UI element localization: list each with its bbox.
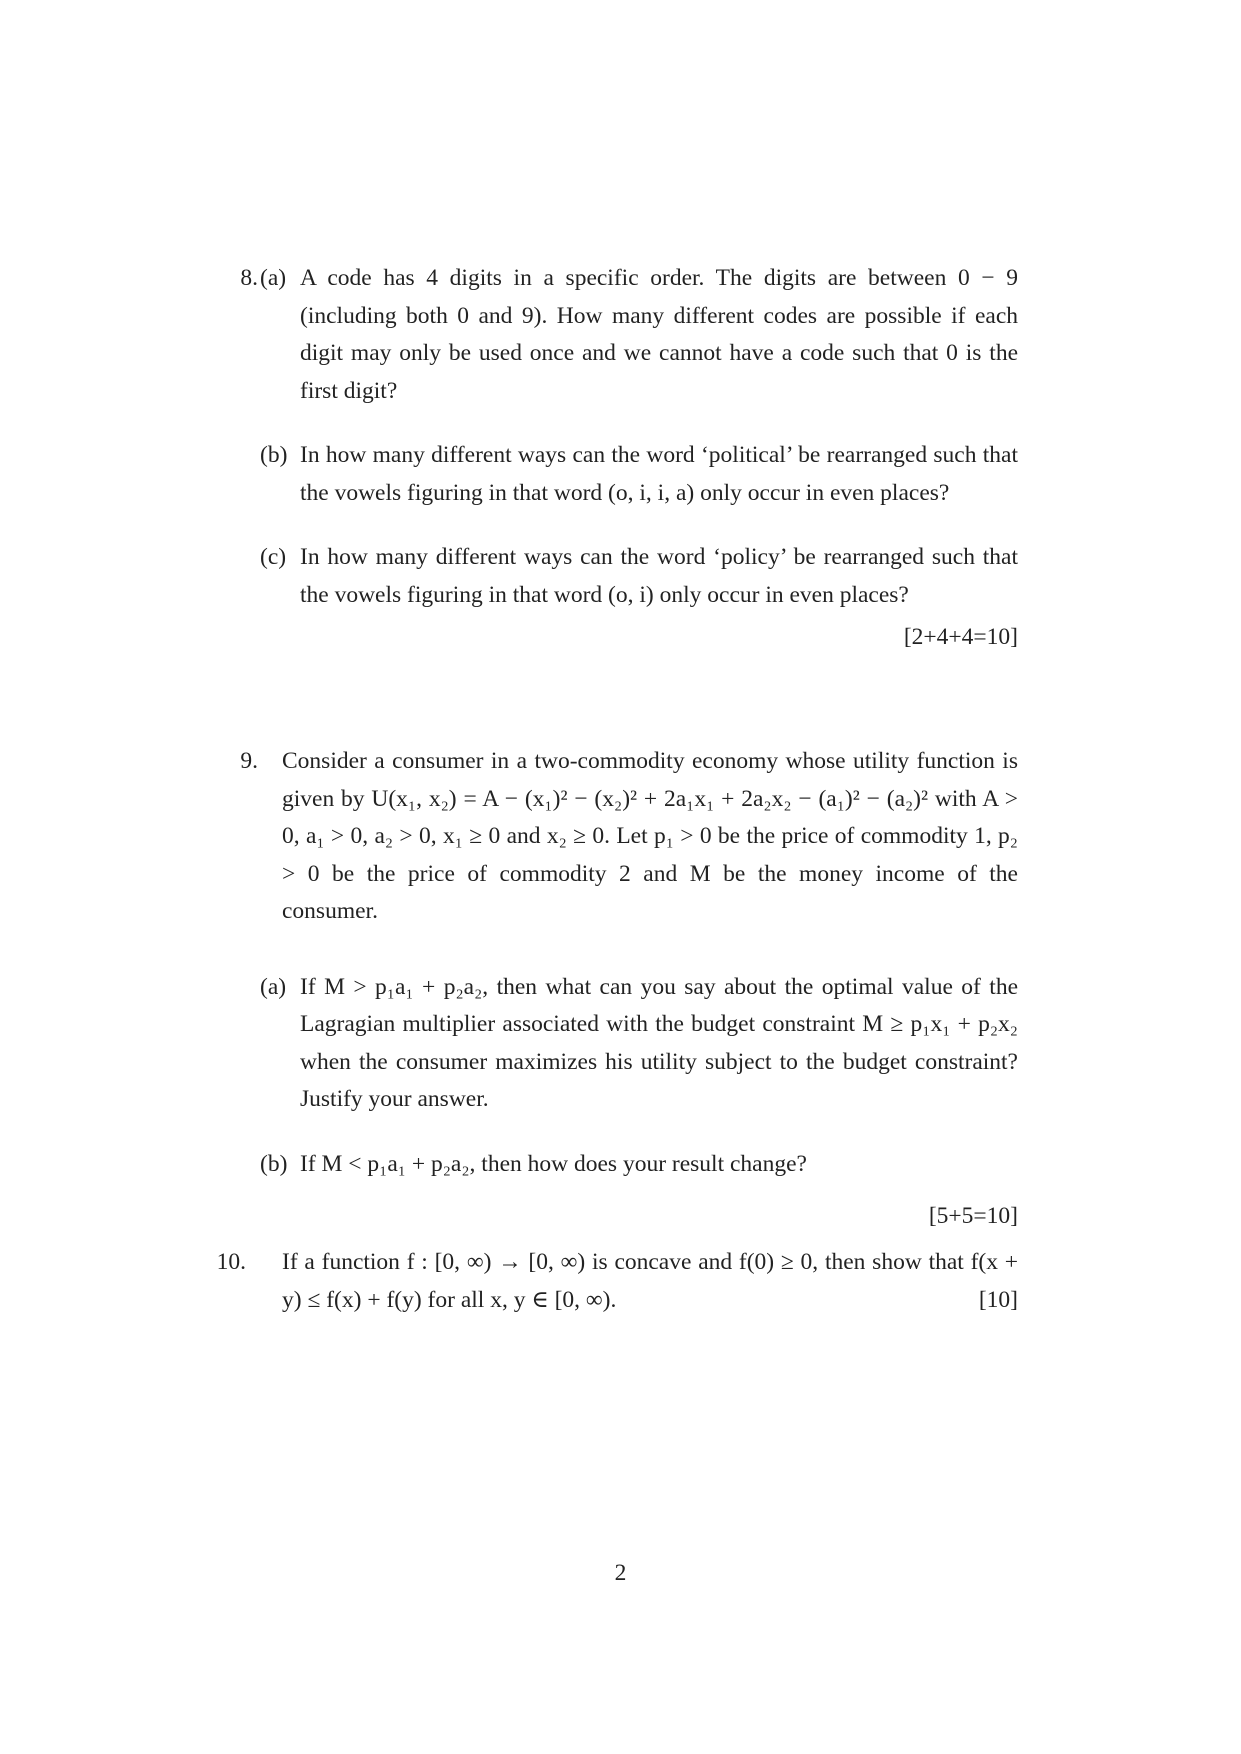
question-text: If a function f : [0, ∞) → [0, ∞) is concave and f(0) ≥ 0, then show that f(x + y) ≤ f(x) + f(y) for all x, y ∈ [0, ∞). <box>282 1249 1018 1313</box>
question-10 <box>216 1244 1018 1319</box>
part-text: In how many different ways can the word ‘policy’ be rearranged such that the vowels figuring in that word (o, i) only occur in even places? <box>300 544 1018 608</box>
part-text: If M > p₁a₁ + p₂a₂, then what can you say about the optimal value of the Lagragian multiplier associated with the budget constraint M ≥ p₁x₁ + p₂x₂ when the consumer maximizes his utility subject to the budget constraint? Justify your answer. <box>300 973 1018 1112</box>
page-number: 2 <box>614 1560 627 1586</box>
question-8c <box>260 539 1018 614</box>
part-text: If M < p₁a₁ + p₂a₂, then how does your result change? <box>300 1150 807 1177</box>
part-text: In how many different ways can the word ‘political’ be rearranged such that the vowels figuring in that word (o, i, i, a) only occur in even places? <box>300 442 1018 506</box>
question-9-intro: Consider a consumer in a two-commodity economy whose utility function is given by U(x₁, x₂) = A − (x₁)² − (x₂)² + 2a₁x₁ + 2a₂x₂ − (a₁)² − (a₂)² with A > 0, a₁ > 0, a₂ > 0, x₁ ≥ 0 and x₂ ≥ 0. Let p₁ > 0 be the price of commodity 1, p₂ > 0 be the price of commodity 2 and M be the money income of the consumer. <box>282 748 1018 924</box>
marks-allocation: [5+5=10] <box>928 1203 1018 1229</box>
question-8a <box>260 260 1018 410</box>
part-label: (a) <box>260 973 287 1000</box>
question-9b <box>260 1146 1018 1184</box>
question-10-text <box>282 1244 1018 1319</box>
part-text: A code has 4 digits in a specific order. The digits are between 0 − 9 (including both 0 and 9). How many different codes are possible if each digit may only be used once and we cannot have a code such that 0 is the first digit? <box>300 265 1018 404</box>
question-9a <box>260 969 1018 1119</box>
question-number: 9. <box>240 748 258 774</box>
question-9 <box>238 743 1018 1236</box>
part-label: (b) <box>260 1150 288 1177</box>
part-label: (a) <box>260 265 287 291</box>
part-label: (c) <box>260 544 287 570</box>
question-8 <box>238 260 1018 657</box>
part-label: (b) <box>260 442 288 468</box>
question-8b <box>260 437 1018 512</box>
marks-allocation: [10] <box>978 1286 1018 1313</box>
question-number: 8. <box>240 265 258 291</box>
marks-allocation: [2+4+4=10] <box>903 624 1018 650</box>
question-number: 10. <box>216 1249 246 1275</box>
